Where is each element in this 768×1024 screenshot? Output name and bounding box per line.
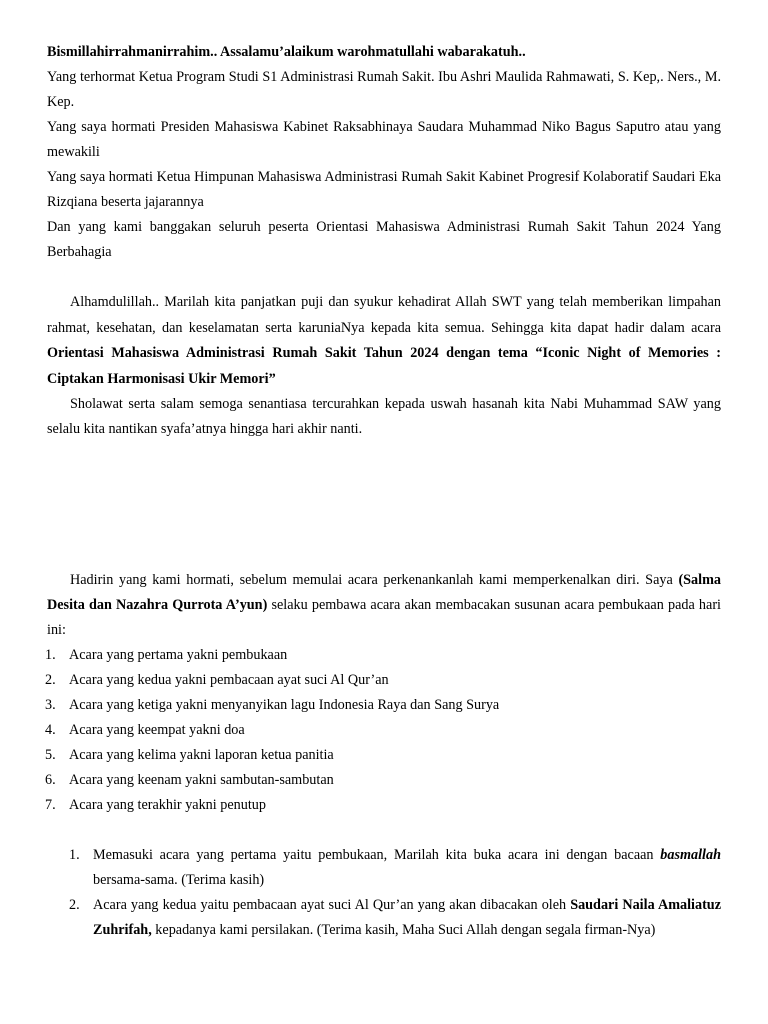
sholawat-paragraph: Sholawat serta salam semoga senantiasa tercurahkan kepada uswah hasanah kita Nabi Muhammad SAW yang selalu kita nantikan syafa’atnya hingga hari akhir nanti. — [47, 396, 721, 437]
intro-paragraph: Hadirin yang kami hormati, sebelum memulai acara perkenankanlah kami memperkenalkan diri. Saya (Salma Desita dan Nazahra Qurrota A’yun) selaku pembawa acara akan membacakan susunan acara pembukaan pada hari ini: — [47, 572, 721, 638]
agenda-list — [47, 643, 721, 818]
salutation-4: Dan yang kami banggakan seluruh peserta Orientasi Mahasiswa Administrasi Rumah Sakit Tahun 2024 Yang Berbahagia — [47, 219, 721, 260]
list-item: 7. Acara yang terakhir yakni penutup — [45, 797, 266, 813]
list-item: 1. Memasuki acara yang pertama yaitu pembukaan, Marilah kita buka acara ini dengan bacaan basmallah bersama-sama. (Terima kasih) — [69, 847, 721, 888]
opening-paragraph: Alhamdulillah.. Marilah kita panjatkan puji dan syukur kehadirat Allah SWT yang telah memberikan limpahan rahmat, kesehatan, dan keselamatan serta karuniaNya kepada kita semua. Sehingga kita dapat hadir dalam acara Orientasi Mahasiswa Administrasi Rumah Sakit Tahun 2024 dengan tema “Iconic Night of Memories : Ciptakan Harmonisasi Ukir Memori” — [47, 294, 721, 387]
salutation-1: Yang terhormat Ketua Program Studi S1 Administrasi Rumah Sakit. Ibu Ashri Maulida Rahmawati, S. Kep,. Ners., M. Kep. — [47, 69, 721, 110]
salutation-2: Yang saya hormati Presiden Mahasiswa Kabinet Raksabhinaya Saudara Muhammad Niko Bagus Saputro atau yang mewakili — [47, 119, 721, 160]
list-item: 1. Acara yang pertama yakni pembukaan — [45, 647, 288, 663]
list-item: 5. Acara yang kelima yakni laporan ketua panitia — [45, 747, 334, 763]
detail-list — [69, 843, 721, 943]
list-item: 2. Acara yang kedua yakni pembacaan ayat suci Al Qur’an — [45, 672, 389, 688]
list-item: 4. Acara yang keempat yakni doa — [45, 722, 245, 738]
list-item: 3. Acara yang ketiga yakni menyanyikan lagu Indonesia Raya dan Sang Surya — [45, 697, 500, 713]
document-page — [47, 40, 721, 943]
list-item: 2. Acara yang kedua yaitu pembacaan ayat suci Al Qur’an yang akan dibacakan oleh Saudari Naila Amaliatuz Zuhrifah, kepadanya kami persilakan. (Terima kasih, Maha Suci Allah dengan segala firman-Nya) — [69, 897, 721, 938]
greeting: Bismillahirrahmanirrahim.. Assalamu’alaikum warohmatullahi wabarakatuh.. — [47, 44, 526, 60]
list-item: 6. Acara yang keenam yakni sambutan-sambutan — [45, 772, 334, 788]
salutation-3: Yang saya hormati Ketua Himpunan Mahasiswa Administrasi Rumah Sakit Kabinet Progresif Kolaboratif Saudari Eka Rizqiana beserta jajarannya — [47, 169, 721, 210]
